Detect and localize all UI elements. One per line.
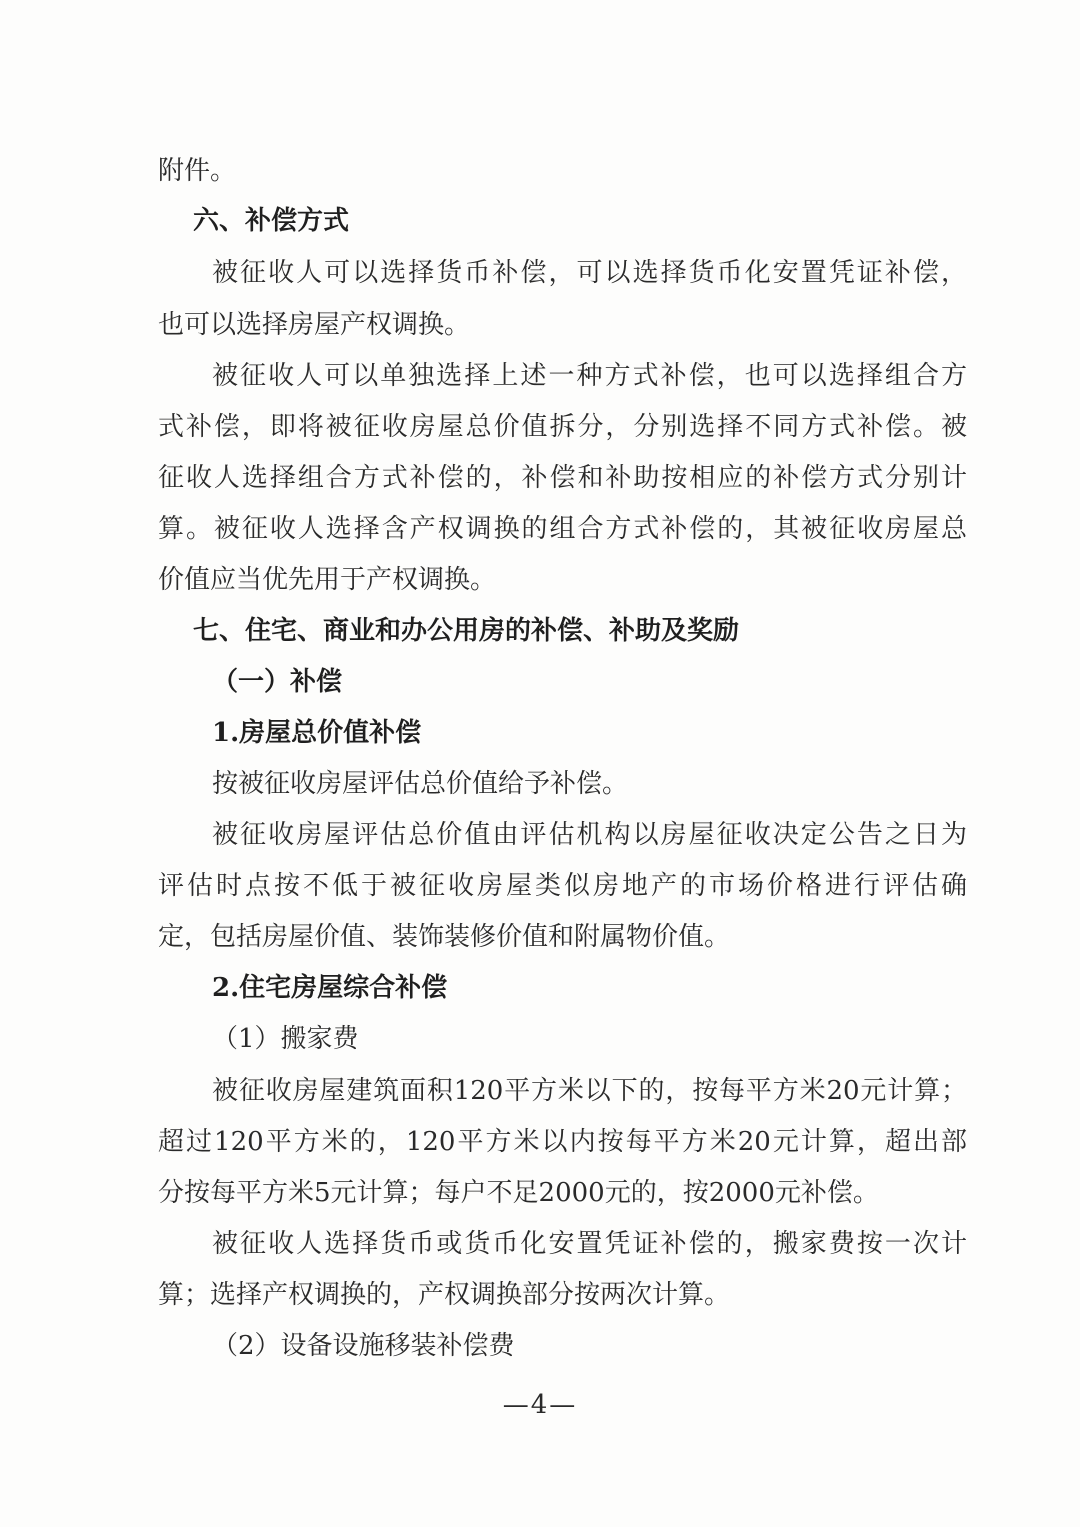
text-line: 定，包括房屋价值、装饰装修价值和附属物价值。 [158,922,731,952]
text-line: 被征收人可以单独选择上述一种方式补偿，也可以选择组合方 [212,361,967,391]
text-line: （2）设备设施移装补偿费 [212,1331,515,1361]
text-line: 被征收房屋评估总价值由评估机构以房屋征收决定公告之日为 [212,820,967,850]
text-line: 评估时点按不低于被征收房屋类似房地产的市场价格进行评估确 [158,871,967,901]
item-heading: 2.住宅房屋综合补偿 [212,973,448,1003]
section-heading: 六、补偿方式 [193,206,350,236]
section-heading: 七、住宅、商业和办公用房的补偿、补助及奖励 [193,616,740,646]
page-number: —4— [502,1390,578,1420]
text-line: 分按每平方米5元计算；每户不足2000元的，按2000元补偿。 [158,1178,879,1208]
text-line: 价值应当优先用于产权调换。 [158,565,497,595]
text-line: 征收人选择组合方式补偿的，补偿和补助按相应的补偿方式分别计 [158,463,967,493]
text-line: 超过120平方米的，120平方米以内按每平方米20元计算，超出部 [158,1127,967,1157]
text-line: 算；选择产权调换的，产权调换部分按两次计算。 [158,1280,731,1310]
text-line: 附件。 [158,156,237,186]
text-line: （1）搬家费 [212,1024,359,1054]
text-line: 算。被征收人选择含产权调换的组合方式补偿的，其被征收房屋总 [158,514,967,544]
item-heading: 1.房屋总价值补偿 [212,718,422,748]
text-line: 按被征收房屋评估总价值给予补偿。 [212,769,629,799]
subsection-heading: （一）补偿 [212,667,343,697]
text-line: 式补偿，即将被征收房屋总价值拆分，分别选择不同方式补偿。被 [158,412,967,442]
text-line: 也可以选择房屋产权调换。 [158,310,471,340]
text-line: 被征收人选择货币或货币化安置凭证补偿的，搬家费按一次计 [212,1229,967,1259]
text-line: 被征收房屋建筑面积120平方米以下的，按每平方米20元计算； [212,1076,967,1106]
text-line: 被征收人可以选择货币补偿，可以选择货币化安置凭证补偿， [212,258,967,288]
